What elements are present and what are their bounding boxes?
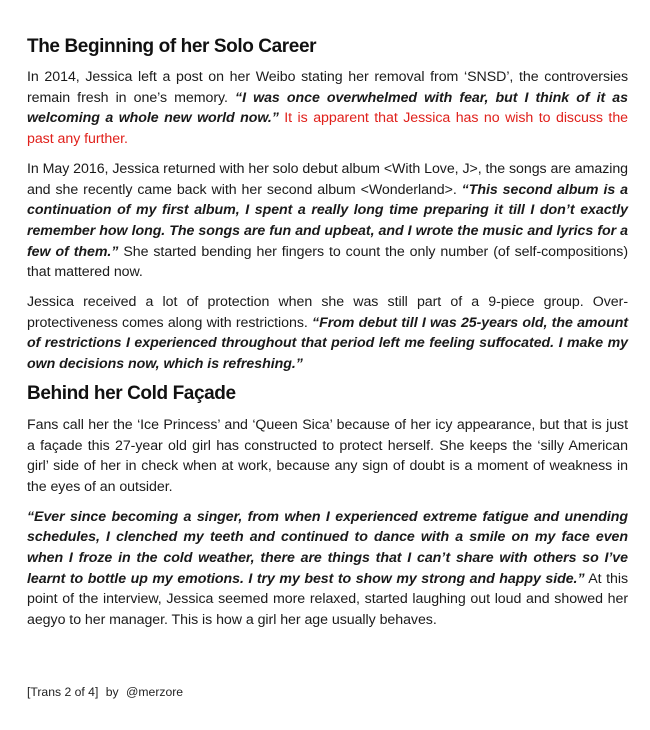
section-title-cold-facade: Behind her Cold Façade [27,382,236,404]
paragraph-text: Jessica received a lot of protection when she was still part of a 9-piece group. Over-protectiveness comes along with restrictions. [27,294,628,331]
credit-by-label: by [105,685,119,699]
section-title-solo-career: The Beginning of her Solo Career [27,36,317,57]
paragraph-text: In May 2016, Jessica returned with her solo debut album <With Love, J>, the songs are amazing and she recently came back with her second album <Wonderland>. [27,160,629,198]
paragraph-singer-quote [27,507,628,631]
highlight-red-text: It is apparent that Jessica has no wish to discuss the past any further. [27,110,629,148]
paragraph-solo-debut [27,159,628,283]
paragraph-text: Fans call her the ‘Ice Princess’ and ‘Queen Sica’ because of her icy appearance, but that is just a façade this 27-year old girl has constructed to protect herself. She keeps the ‘silly American girl’ side of her in check when at work, because any sign of doubt is a moment of weakness in the eyes of an outsider. [27,416,628,495]
paragraph-tail-text: At this point of the interview, Jessica seemed more relaxed, started laughing out loud and showed her aegyo to her manager. This is how a girl her age usually behaves. [27,570,628,629]
paragraph-weibo-post [27,67,628,150]
credit-handle: @merzore [126,685,184,699]
translation-credit [27,684,183,700]
quote-text: “This second album is a continuation of my first album, I spent a really long time preparing it till I don’t exactly remember how long. The songs are fun and upbeat, and I wrote the music and lyrics for a few of them.” [27,181,628,260]
paragraph-tail-text: She started bending her fingers to count the only number (of self-compositions) that mattered now. [27,243,628,281]
quote-text: “I was once overwhelmed with fear, but I think of it as welcoming a whole new world now.” [27,89,628,127]
paragraph-ice-princess [27,415,628,498]
quote-text: “Ever since becoming a singer, from when I experienced extreme fatigue and unending schedules, I clenched my teeth and continued to dance with a smile on my face even when I froze in the cold weather, there are things that I can’t share with others so I’ve learnt to bottle up my emotions. I try my best to show my strong and happy side.” [27,508,628,587]
credit-trans-label: [Trans 2 of 4] [27,685,99,699]
paragraph-text: In 2014, Jessica left a post on her Weibo stating her removal from ‘SNSD’, the controversies remain fresh in one’s memory. [27,69,628,106]
paragraph-protection [27,292,628,375]
quote-text: “From debut till I was 25-years old, the amount of restrictions I experienced throughout that period left me feeling suffocated. I make my own decisions now, which is refreshing.” [27,314,629,373]
